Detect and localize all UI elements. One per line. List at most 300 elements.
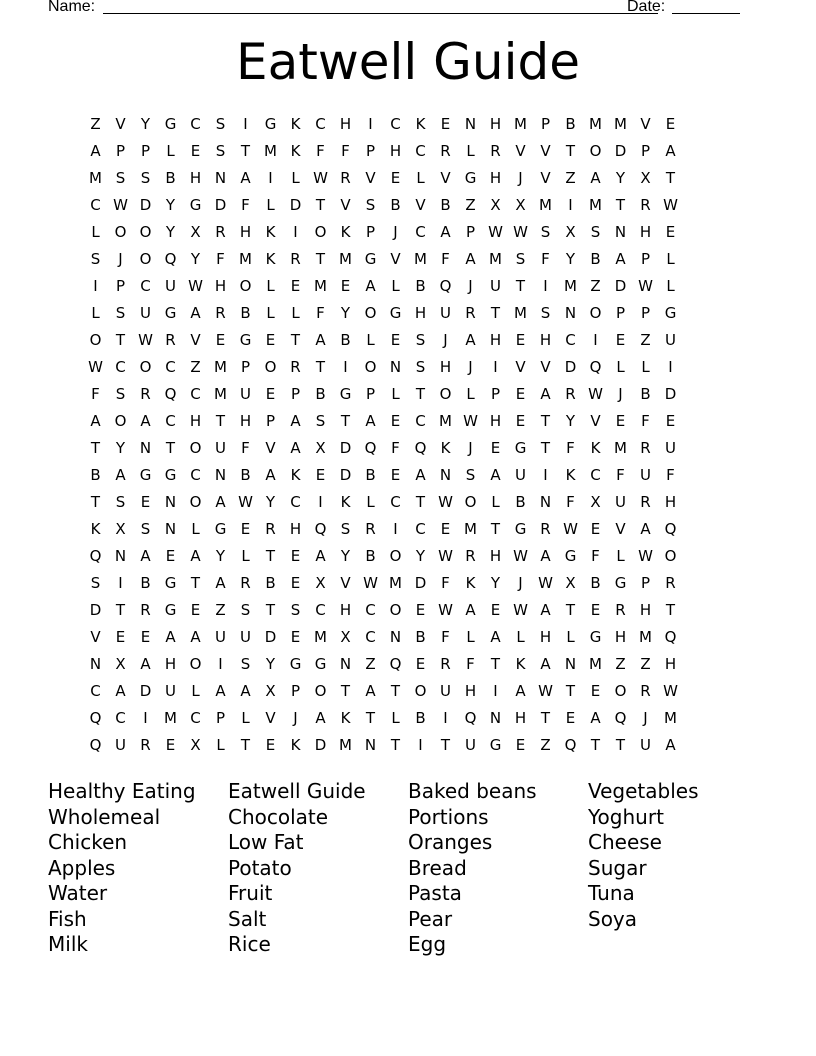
- grid-letter: O: [139, 358, 152, 376]
- word-list-item: Chocolate: [228, 804, 329, 829]
- grid-letter: P: [265, 412, 276, 430]
- grid-letter: R: [240, 574, 251, 592]
- grid-letter: E: [240, 520, 251, 538]
- grid-letter: D: [314, 736, 327, 754]
- grid-letter: A: [540, 601, 551, 619]
- grid-letter: M: [589, 655, 602, 673]
- grid-letter: W: [513, 547, 528, 565]
- grid-letter: L: [616, 358, 625, 376]
- grid-letter: J: [643, 709, 648, 727]
- grid-letter: T: [540, 709, 551, 727]
- grid-letter: O: [614, 682, 627, 700]
- grid-letter: B: [365, 547, 376, 565]
- grid-letter: D: [89, 601, 102, 619]
- word-list-item: Bread: [408, 855, 467, 880]
- grid-letter: G: [164, 601, 177, 619]
- grid-row: [83, 462, 733, 489]
- grid-letter: D: [139, 196, 152, 214]
- grid-row: [83, 435, 733, 462]
- grid-letter: G: [314, 655, 327, 673]
- grid-letter: A: [590, 709, 601, 727]
- grid-letter: X: [115, 655, 126, 673]
- grid-letter: X: [265, 682, 276, 700]
- grid-letter: K: [465, 574, 476, 592]
- grid-letter: M: [314, 277, 327, 295]
- grid-letter: H: [214, 277, 227, 295]
- grid-letter: M: [514, 304, 527, 322]
- grid-row: [83, 678, 733, 705]
- grid-letter: M: [264, 142, 277, 160]
- grid-letter: Z: [540, 736, 551, 754]
- grid-letter: X: [590, 493, 601, 511]
- grid-letter: J: [518, 169, 523, 187]
- grid-letter: J: [393, 223, 398, 241]
- grid-letter: I: [343, 358, 348, 376]
- grid-letter: I: [318, 493, 323, 511]
- grid-letter: H: [539, 628, 552, 646]
- grid-letter: A: [90, 412, 101, 430]
- grid-letter: B: [515, 493, 526, 511]
- grid-row: [83, 327, 733, 354]
- date-line: [672, 13, 740, 14]
- grid-row: [83, 192, 733, 219]
- grid-letter: W: [438, 493, 453, 511]
- grid-letter: T: [440, 736, 451, 754]
- grid-letter: C: [315, 601, 326, 619]
- grid-letter: V: [440, 169, 451, 187]
- grid-letter: L: [266, 277, 275, 295]
- grid-letter: V: [340, 196, 351, 214]
- grid-letter: P: [640, 250, 651, 268]
- grid-letter: M: [514, 115, 527, 133]
- grid-letter: C: [415, 412, 426, 430]
- grid-letter: E: [415, 601, 426, 619]
- word-list-item: Apples: [48, 855, 116, 880]
- grid-letter: L: [241, 709, 250, 727]
- grid-letter: X: [565, 574, 576, 592]
- grid-letter: J: [618, 385, 623, 403]
- grid-letter: A: [540, 655, 551, 673]
- grid-letter: Z: [590, 277, 601, 295]
- grid-letter: R: [140, 736, 151, 754]
- grid-letter: M: [489, 250, 502, 268]
- grid-letter: W: [438, 601, 453, 619]
- grid-letter: W: [513, 601, 528, 619]
- grid-letter: Q: [414, 439, 427, 457]
- grid-letter: S: [115, 385, 126, 403]
- grid-letter: K: [340, 709, 351, 727]
- grid-letter: E: [390, 412, 401, 430]
- word-list-item: Soya: [588, 906, 638, 931]
- grid-letter: K: [290, 466, 301, 484]
- grid-letter: M: [89, 169, 102, 187]
- word-list-item: Healthy Eating: [48, 779, 196, 803]
- grid-letter: T: [390, 736, 401, 754]
- grid-letter: H: [489, 331, 502, 349]
- grid-letter: R: [640, 196, 651, 214]
- grid-letter: D: [339, 439, 352, 457]
- grid-letter: A: [165, 628, 176, 646]
- grid-letter: C: [190, 385, 201, 403]
- grid-row: [83, 381, 733, 408]
- grid-letter: V: [115, 115, 126, 133]
- grid-row: [83, 408, 733, 435]
- grid-letter: A: [515, 682, 526, 700]
- word-list-item: Potato: [228, 855, 292, 880]
- grid-letter: E: [265, 736, 276, 754]
- grid-letter: I: [443, 709, 448, 727]
- grid-letter: W: [538, 574, 553, 592]
- grid-letter: R: [215, 304, 226, 322]
- grid-letter: C: [590, 466, 601, 484]
- grid-letter: S: [215, 115, 226, 133]
- grid-letter: D: [614, 277, 627, 295]
- grid-letter: N: [489, 709, 502, 727]
- grid-letter: L: [616, 547, 625, 565]
- grid-letter: G: [189, 196, 202, 214]
- grid-letter: R: [290, 250, 301, 268]
- grid-letter: M: [614, 439, 627, 457]
- word-list-item: Fish: [48, 906, 87, 931]
- grid-letter: M: [214, 385, 227, 403]
- grid-letter: Q: [164, 250, 177, 268]
- word-column: [408, 779, 588, 958]
- grid-letter: B: [240, 304, 251, 322]
- grid-letter: V: [390, 250, 401, 268]
- grid-letter: X: [315, 439, 326, 457]
- grid-letter: R: [140, 601, 151, 619]
- grid-letter: A: [190, 304, 201, 322]
- grid-letter: V: [590, 412, 601, 430]
- word-list-item: Low Fat: [228, 830, 304, 854]
- grid-letter: Z: [215, 601, 226, 619]
- grid-letter: V: [415, 196, 426, 214]
- grid-letter: K: [290, 736, 301, 754]
- grid-letter: N: [214, 169, 227, 187]
- grid-letter: M: [664, 709, 677, 727]
- grid-letter: M: [439, 412, 452, 430]
- grid-letter: P: [615, 304, 626, 322]
- word-list-item: Yoghurt: [588, 804, 664, 829]
- grid-letter: K: [565, 466, 576, 484]
- grid-letter: N: [564, 304, 577, 322]
- grid-letter: W: [113, 196, 128, 214]
- grid-letter: Q: [364, 439, 377, 457]
- grid-letter: G: [214, 520, 227, 538]
- grid-letter: L: [416, 169, 425, 187]
- grid-letter: T: [415, 493, 426, 511]
- grid-letter: Q: [389, 655, 402, 673]
- word-list-item: Portions: [408, 804, 489, 829]
- grid-letter: O: [314, 682, 327, 700]
- grid-letter: M: [214, 358, 227, 376]
- grid-letter: D: [339, 466, 352, 484]
- grid-letter: F: [391, 439, 400, 457]
- grid-letter: E: [490, 601, 501, 619]
- grid-letter: H: [639, 601, 652, 619]
- grid-letter: O: [114, 412, 127, 430]
- grid-letter: K: [90, 520, 101, 538]
- grid-letter: M: [339, 736, 352, 754]
- grid-letter: L: [466, 628, 475, 646]
- grid-letter: Y: [565, 412, 576, 430]
- grid-letter: E: [440, 520, 451, 538]
- grid-letter: R: [290, 358, 301, 376]
- grid-letter: K: [440, 439, 451, 457]
- grid-letter: P: [490, 385, 501, 403]
- grid-letter: B: [415, 709, 426, 727]
- grid-letter: T: [240, 736, 251, 754]
- grid-letter: O: [464, 493, 477, 511]
- grid-letter: Q: [614, 709, 627, 727]
- grid-letter: E: [290, 628, 301, 646]
- grid-letter: X: [115, 520, 126, 538]
- grid-letter: Q: [589, 358, 602, 376]
- grid-letter: E: [515, 331, 526, 349]
- grid-letter: V: [365, 169, 376, 187]
- grid-letter: R: [540, 520, 551, 538]
- grid-letter: W: [663, 682, 678, 700]
- grid-letter: V: [540, 142, 551, 160]
- grid-letter: I: [143, 709, 148, 727]
- grid-letter: Y: [165, 196, 176, 214]
- grid-letter: T: [315, 358, 326, 376]
- grid-letter: R: [640, 493, 651, 511]
- grid-letter: U: [640, 736, 651, 754]
- grid-letter: L: [366, 493, 375, 511]
- grid-letter: T: [565, 682, 576, 700]
- grid-letter: Q: [464, 709, 477, 727]
- grid-letter: K: [590, 439, 601, 457]
- grid-letter: I: [543, 466, 548, 484]
- grid-letter: D: [214, 196, 227, 214]
- grid-letter: N: [139, 439, 152, 457]
- grid-letter: A: [465, 250, 476, 268]
- grid-letter: W: [538, 682, 553, 700]
- grid-letter: C: [90, 196, 101, 214]
- grid-letter: A: [490, 466, 501, 484]
- grid-letter: U: [665, 439, 676, 457]
- grid-letter: S: [365, 196, 376, 214]
- grid-letter: T: [490, 655, 501, 673]
- grid-letter: S: [315, 412, 326, 430]
- grid-row: [83, 219, 733, 246]
- grid-letter: E: [590, 601, 601, 619]
- grid-letter: Y: [265, 655, 276, 673]
- grid-letter: T: [90, 493, 101, 511]
- grid-letter: S: [240, 601, 251, 619]
- name-label: Name:: [48, 0, 96, 15]
- grid-row: [83, 705, 733, 732]
- grid-letter: G: [164, 304, 177, 322]
- word-list-item: Pear: [408, 906, 453, 931]
- grid-letter: U: [465, 736, 476, 754]
- grid-letter: Y: [340, 547, 351, 565]
- grid-letter: T: [190, 574, 201, 592]
- grid-letter: N: [214, 466, 227, 484]
- grid-letter: S: [465, 466, 476, 484]
- grid-letter: C: [290, 493, 301, 511]
- grid-letter: G: [589, 628, 602, 646]
- grid-letter: L: [466, 385, 475, 403]
- grid-letter: A: [365, 412, 376, 430]
- grid-letter: H: [489, 115, 502, 133]
- grid-letter: B: [415, 277, 426, 295]
- grid-letter: O: [264, 358, 277, 376]
- grid-letter: A: [640, 520, 651, 538]
- grid-letter: Y: [415, 547, 426, 565]
- grid-letter: Q: [564, 736, 577, 754]
- grid-letter: S: [540, 304, 551, 322]
- grid-letter: O: [664, 547, 677, 565]
- grid-letter: Z: [640, 655, 651, 673]
- grid-letter: G: [239, 331, 252, 349]
- grid-letter: R: [465, 304, 476, 322]
- grid-letter: P: [465, 223, 476, 241]
- grid-letter: S: [90, 574, 101, 592]
- grid-letter: R: [440, 142, 451, 160]
- grid-letter: M: [539, 196, 552, 214]
- grid-letter: G: [664, 304, 677, 322]
- grid-letter: B: [390, 196, 401, 214]
- grid-letter: E: [265, 331, 276, 349]
- grid-letter: L: [641, 358, 650, 376]
- grid-letter: Q: [89, 736, 102, 754]
- grid-letter: B: [315, 385, 326, 403]
- grid-letter: T: [390, 682, 401, 700]
- grid-letter: Y: [265, 493, 276, 511]
- grid-letter: U: [115, 736, 126, 754]
- grid-letter: E: [290, 574, 301, 592]
- grid-letter: R: [140, 385, 151, 403]
- grid-letter: E: [665, 115, 676, 133]
- grid-letter: B: [415, 628, 426, 646]
- grid-letter: C: [415, 520, 426, 538]
- grid-letter: M: [464, 520, 477, 538]
- grid-letter: E: [115, 628, 126, 646]
- grid-letter: X: [640, 169, 651, 187]
- grid-letter: I: [243, 115, 248, 133]
- grid-row: [83, 138, 733, 165]
- grid-letter: R: [565, 385, 576, 403]
- grid-letter: U: [140, 304, 151, 322]
- grid-letter: B: [565, 115, 576, 133]
- grid-letter: C: [165, 358, 176, 376]
- grid-letter: W: [663, 196, 678, 214]
- grid-letter: G: [339, 385, 352, 403]
- grid-letter: N: [439, 466, 452, 484]
- grid-letter: X: [190, 223, 201, 241]
- grid-letter: H: [414, 304, 427, 322]
- grid-letter: B: [140, 574, 151, 592]
- grid-letter: L: [291, 304, 300, 322]
- grid-letter: W: [513, 223, 528, 241]
- grid-letter: T: [540, 412, 551, 430]
- grid-letter: B: [340, 331, 351, 349]
- word-list-item: Oranges: [408, 830, 493, 854]
- grid-letter: U: [215, 628, 226, 646]
- grid-letter: M: [164, 709, 177, 727]
- grid-letter: M: [414, 250, 427, 268]
- grid-letter: O: [364, 304, 377, 322]
- grid-letter: C: [390, 493, 401, 511]
- grid-letter: I: [668, 358, 673, 376]
- grid-letter: V: [190, 331, 201, 349]
- grid-letter: U: [165, 682, 176, 700]
- grid-letter: J: [468, 277, 473, 295]
- grid-letter: G: [564, 547, 577, 565]
- grid-letter: H: [439, 358, 452, 376]
- grid-letter: A: [215, 682, 226, 700]
- grid-letter: L: [566, 628, 575, 646]
- grid-letter: T: [490, 304, 501, 322]
- word-list-item: Baked beans: [408, 779, 537, 803]
- grid-letter: I: [543, 277, 548, 295]
- grid-letter: V: [540, 358, 551, 376]
- grid-letter: S: [115, 304, 126, 322]
- grid-letter: V: [265, 709, 276, 727]
- grid-row: [83, 543, 733, 570]
- grid-letter: E: [515, 385, 526, 403]
- grid-letter: E: [390, 466, 401, 484]
- grid-letter: C: [415, 142, 426, 160]
- grid-letter: V: [515, 358, 526, 376]
- grid-letter: B: [590, 574, 601, 592]
- grid-letter: F: [216, 250, 225, 268]
- grid-letter: S: [590, 223, 601, 241]
- grid-letter: F: [541, 250, 550, 268]
- grid-letter: I: [493, 358, 498, 376]
- grid-letter: Y: [490, 574, 501, 592]
- grid-letter: E: [190, 601, 201, 619]
- name-date-row: [48, 0, 748, 20]
- grid-letter: H: [389, 142, 402, 160]
- grid-letter: A: [215, 574, 226, 592]
- grid-letter: P: [240, 358, 251, 376]
- grid-letter: N: [339, 655, 352, 673]
- grid-letter: O: [364, 358, 377, 376]
- grid-letter: S: [115, 493, 126, 511]
- grid-row: [83, 165, 733, 192]
- grid-letter: R: [640, 682, 651, 700]
- grid-letter: Q: [439, 277, 452, 295]
- grid-letter: O: [139, 250, 152, 268]
- grid-letter: O: [589, 304, 602, 322]
- grid-letter: W: [88, 358, 103, 376]
- grid-letter: H: [614, 628, 627, 646]
- grid-letter: L: [391, 385, 400, 403]
- grid-letter: D: [289, 196, 302, 214]
- grid-letter: H: [489, 169, 502, 187]
- grid-letter: J: [468, 358, 473, 376]
- grid-letter: E: [215, 331, 226, 349]
- grid-letter: E: [190, 142, 201, 160]
- grid-letter: A: [190, 628, 201, 646]
- grid-letter: T: [115, 331, 126, 349]
- grid-letter: C: [415, 223, 426, 241]
- grid-letter: Z: [190, 358, 201, 376]
- grid-letter: E: [665, 223, 676, 241]
- grid-letter: T: [565, 142, 576, 160]
- grid-letter: H: [339, 601, 352, 619]
- grid-letter: S: [215, 142, 226, 160]
- word-list-item: Milk: [48, 932, 88, 956]
- grid-letter: G: [389, 304, 402, 322]
- grid-letter: Z: [90, 115, 101, 133]
- grid-letter: T: [615, 196, 626, 214]
- grid-letter: R: [265, 520, 276, 538]
- grid-letter: P: [290, 385, 301, 403]
